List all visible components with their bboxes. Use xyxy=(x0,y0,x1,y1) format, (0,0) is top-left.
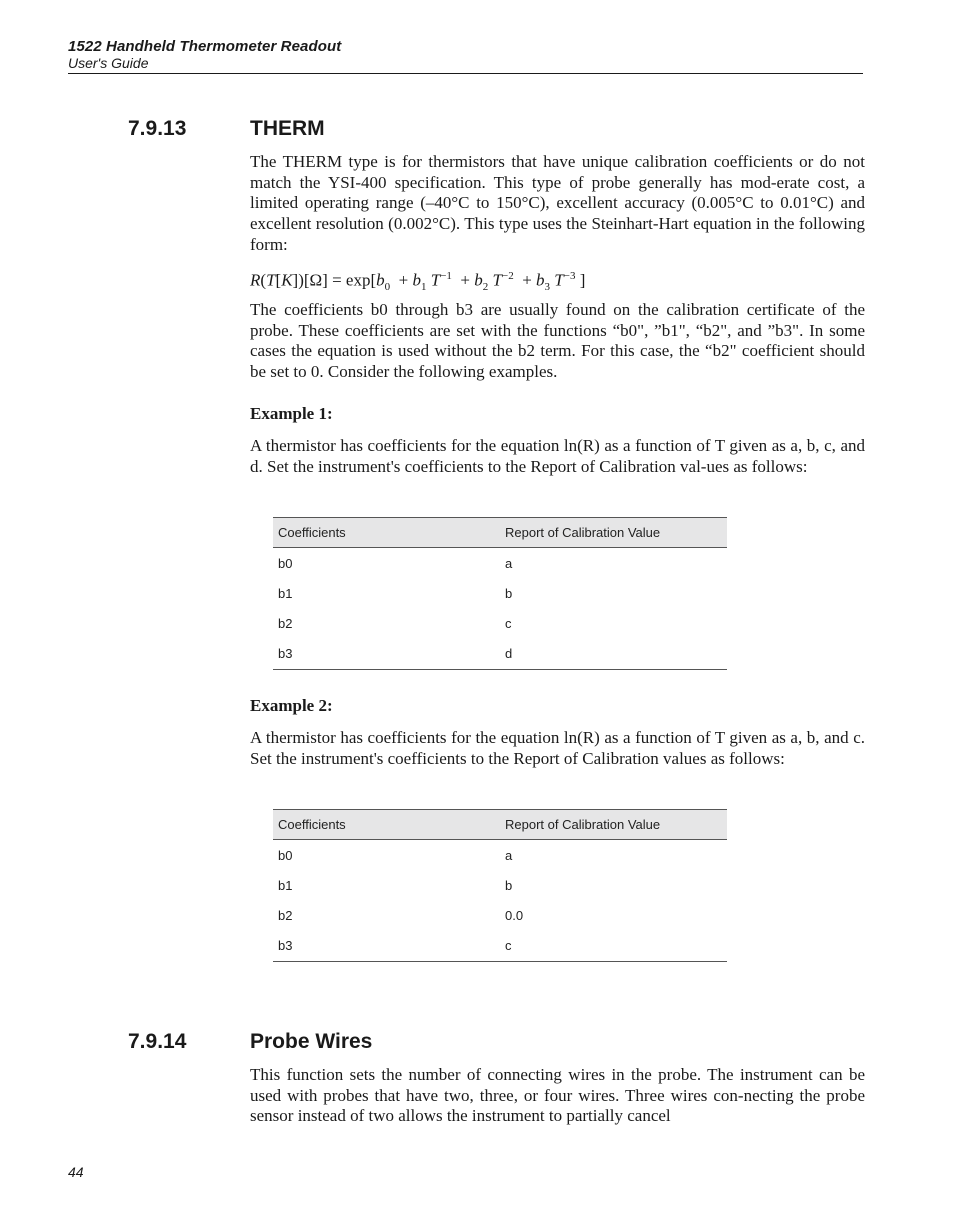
example-2-table xyxy=(273,809,727,962)
table-cell: b2 xyxy=(278,615,293,631)
eq-exp: exp xyxy=(345,270,371,290)
table-cell: b2 xyxy=(278,907,293,923)
section-title: THERM xyxy=(250,117,325,140)
table-row xyxy=(273,870,727,900)
section-number: 7.9.13 xyxy=(128,117,187,140)
table-cell: b xyxy=(505,585,513,601)
table-cell: a xyxy=(505,847,513,863)
table-cell: b1 xyxy=(278,585,293,601)
eq-b2: b xyxy=(474,270,483,290)
table-row xyxy=(273,548,727,578)
table-row xyxy=(273,639,727,669)
eq-b0: b xyxy=(376,270,385,290)
table-cell: b3 xyxy=(278,646,293,662)
example-2-heading: Example 2: xyxy=(250,696,333,715)
eq-t3-sup: −3 xyxy=(563,270,576,282)
table-cell: b xyxy=(505,877,513,893)
eq-t: T xyxy=(266,270,276,290)
table-row xyxy=(273,608,727,638)
steinhart-hart-equation: $R(T[K])[\Omega] = \exp[b_0 + b_1$ $T^{-1} + b_2$ $T^{-2} + b_3$ $T^{-3}$ ] xyxy=(250,270,586,294)
table-row xyxy=(273,578,727,608)
table-cell: c xyxy=(505,938,512,954)
eq-b1: b xyxy=(412,270,421,290)
eq-b3: b xyxy=(536,270,545,290)
table-row xyxy=(273,931,727,961)
eq-omega: Ω xyxy=(309,270,323,290)
eq-t3: T xyxy=(554,270,564,290)
table-header xyxy=(273,518,727,548)
table-row xyxy=(273,900,727,930)
eq-t2: T xyxy=(492,270,502,290)
example-2-paragraph: A thermistor has coefficients for the equation ln(R) as a function of T given as a, b, and c. Set the instrument's coefficients to the Report of Calibration values as follows: xyxy=(250,728,865,768)
table-cell: b3 xyxy=(278,938,293,954)
section-title: Probe Wires xyxy=(250,1030,373,1053)
column-header: Report of Calibration Value xyxy=(505,817,661,832)
table-cell: b0 xyxy=(278,847,293,863)
coefficients-paragraph: The coefficients b0 through b3 are usually found on the calibration certificate of the probe. These coefficients are set with the functions “b0", ”b1", “b2", and ”b3". In some cases the equation is used without the b2 term. For this case, the “b2" coefficient should be set to 0. Consider the following examples. xyxy=(250,300,865,382)
table-row xyxy=(273,840,727,870)
eq-t1: T xyxy=(430,270,441,290)
eq-t1-sup: −1 xyxy=(440,270,452,282)
header-title: 1522 Handheld Thermometer Readout xyxy=(68,38,342,55)
eq-b3-sub: 3 xyxy=(544,281,551,294)
header-subtitle: User's Guide xyxy=(68,55,149,71)
table-cell: b1 xyxy=(278,877,293,893)
probe-wires-paragraph: This function sets the number of connecting wires in the probe. The instrument can be used with probes that have two, three, or four wires. Three wires con-necting the probe sensor instead of two allows the instrument to partially cancel xyxy=(250,1065,865,1126)
table-cell: 0.0 xyxy=(505,907,524,923)
example-1-table xyxy=(273,517,727,670)
header-rule xyxy=(68,73,863,74)
column-header: Report of Calibration Value xyxy=(505,525,661,540)
column-header: Coefficients xyxy=(278,525,346,540)
page-number: 44 xyxy=(68,1164,84,1180)
table-cell: d xyxy=(505,646,513,662)
example-1-heading: Example 1: xyxy=(250,404,333,423)
eq-b0-sub: 0 xyxy=(384,281,391,294)
eq-t2-sup: −2 xyxy=(501,270,514,282)
column-header: Coefficients xyxy=(278,817,346,832)
therm-intro-paragraph: The THERM type is for thermistors that have unique calibration coefficients or do not match the YSI-400 specification. This type of probe generally has mod-erate cost, a limited operating range (–40°C to 150°C), excellent accuracy (0.005°C to 0.01°C) and excellent resolution (0.002°C). This type uses the Steinhart-Hart equation in the following form: xyxy=(250,152,865,254)
table-cell: b0 xyxy=(278,555,293,571)
section-number: 7.9.14 xyxy=(128,1030,187,1053)
example-1-paragraph: A thermistor has coefficients for the equation ln(R) as a function of T given as a, b, c, and d. Set the instrument's coefficients to the Report of Calibration val-ues as follows: xyxy=(250,436,865,476)
table-cell: a xyxy=(505,555,513,571)
eq-b1-sub: 1 xyxy=(420,281,427,294)
eq-r: R xyxy=(250,270,261,290)
eq-k: K xyxy=(281,270,293,290)
table-cell: c xyxy=(505,615,512,631)
eq-b2-sub: 2 xyxy=(482,281,489,294)
table-header xyxy=(273,810,727,840)
